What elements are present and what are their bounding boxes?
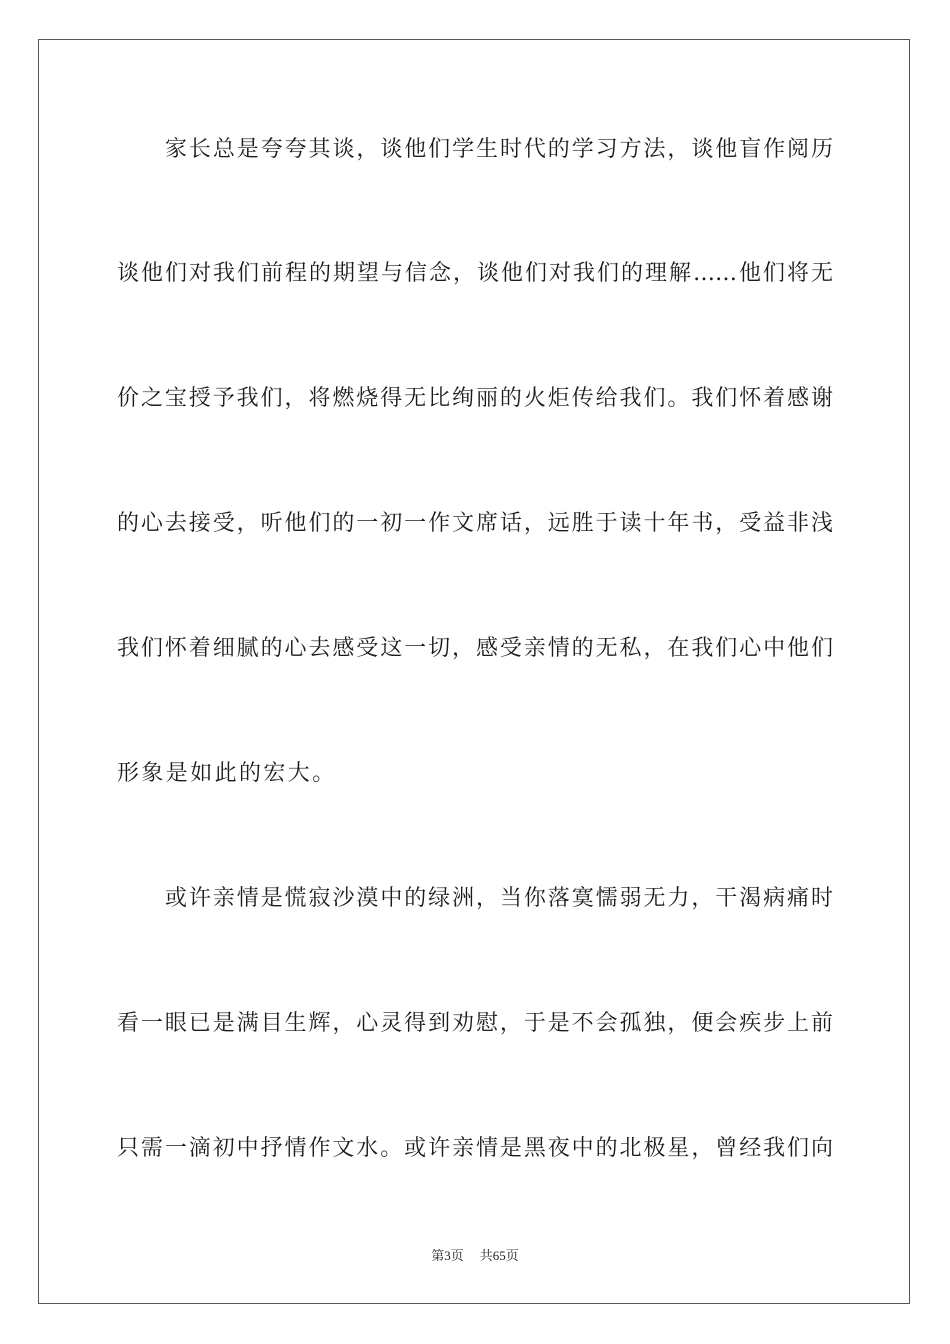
text-line: 或许亲情是慌寂沙漠中的绿洲，当你落寞懦弱无力，干渴病痛时	[165, 886, 833, 911]
page-footer	[0, 1247, 950, 1265]
text-line: 家长总是夸夸其谈，谈他们学生时代的学习方法，谈他盲作阅历	[165, 137, 833, 162]
text-line: 看一眼已是满目生辉，心灵得到劝慰，于是不会孤独，便会疾步上前	[117, 1011, 833, 1036]
total-pages: 共65页	[479, 1248, 519, 1263]
page-border	[38, 39, 910, 1304]
text-line: 的心去接受，听他们的一初一作文席话，远胜于读十年书，受益非浅	[117, 511, 833, 536]
text-line: 谈他们对我们前程的期望与信念，谈他们对我们的理解……他们将无	[117, 261, 833, 286]
page-number: 第3页	[431, 1248, 464, 1263]
text-line: 形象是如此的宏大。	[117, 761, 337, 786]
text-line: 我们怀着细腻的心去感受这一切，感受亲情的无私，在我们心中他们	[117, 636, 833, 661]
text-line: 价之宝授予我们，将燃烧得无比绚丽的火炬传给我们。我们怀着感谢	[117, 386, 833, 411]
text-line: 只需一滴初中抒情作文水。或许亲情是黑夜中的北极星，曾经我们向	[117, 1136, 833, 1161]
